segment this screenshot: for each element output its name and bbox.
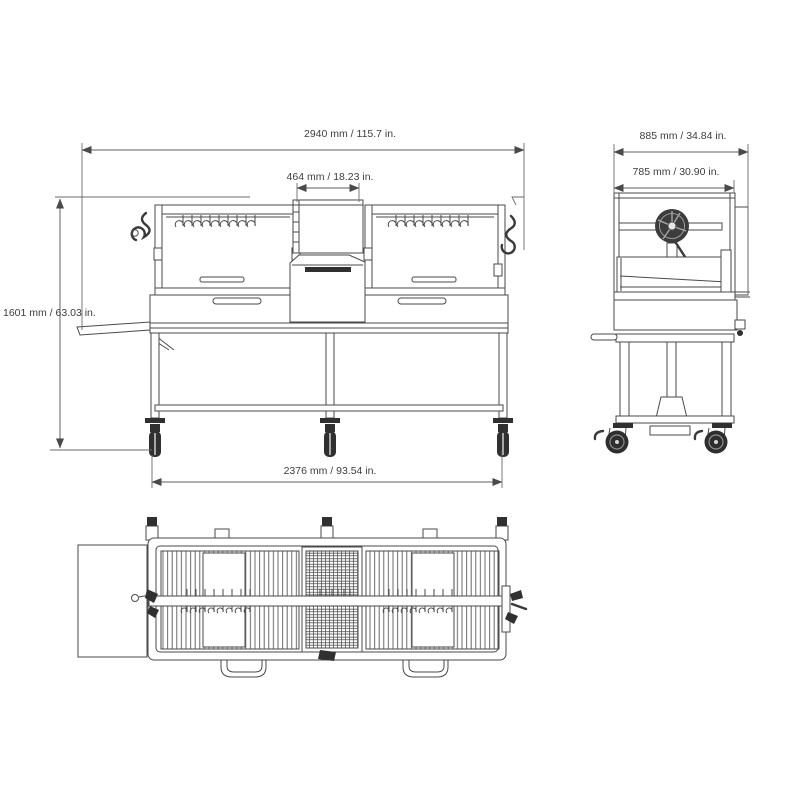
drawer-handle-left — [213, 298, 261, 304]
clamp — [154, 248, 162, 260]
carry-handle — [403, 660, 448, 677]
front-right-chamber — [364, 205, 505, 295]
front-center-column — [293, 200, 363, 253]
chamber-handle-slot — [412, 277, 456, 282]
front-legs — [151, 333, 507, 418]
brake-lever — [695, 431, 702, 439]
tray-back-plate — [721, 250, 731, 292]
dim-label: 785 mm / 30.90 in. — [632, 166, 720, 178]
top-right-crank — [502, 586, 526, 632]
cart-top-rail — [616, 334, 734, 342]
front-center-firebox — [290, 255, 365, 322]
caster — [493, 418, 513, 457]
front-base-band — [150, 323, 508, 333]
caster-post — [146, 517, 158, 540]
drawer-handle-right — [398, 298, 446, 304]
lower-box — [650, 426, 690, 435]
stretcher-bar — [155, 405, 503, 411]
hinge-pin — [737, 330, 743, 336]
dim-label: 885 mm / 34.84 in. — [639, 130, 727, 142]
cart-leg — [722, 342, 731, 418]
lid-bracket — [215, 529, 229, 538]
lid-bracket — [423, 529, 437, 538]
top-caster-posts — [146, 517, 508, 540]
post-wedge — [656, 397, 687, 418]
chamber-handle-slot — [200, 277, 244, 282]
dim-label: 2376 mm / 93.54 in. — [283, 465, 377, 477]
front-view — [77, 200, 515, 457]
caster — [695, 428, 728, 454]
brake-lever — [595, 431, 603, 439]
clamp — [364, 248, 372, 260]
cart-bottom-rail — [616, 416, 734, 423]
dim-label: 2940 mm / 115.7 in. — [303, 128, 397, 140]
center-post — [667, 342, 676, 397]
caster — [145, 418, 165, 457]
dim-side-body-depth — [614, 166, 734, 193]
chamber-top-rail — [155, 205, 300, 214]
dim-label: 1601 mm / 63.03 in. — [3, 307, 96, 319]
carry-handle — [221, 660, 266, 677]
brand-label — [305, 267, 351, 272]
dim-label: 464 mm / 18.23 in. — [286, 171, 374, 183]
side-drawer-band — [614, 292, 745, 336]
caster — [320, 418, 340, 457]
front-casters — [145, 418, 513, 457]
caster — [595, 428, 629, 454]
chamber-top-rail — [365, 205, 505, 214]
push-handle — [591, 334, 617, 340]
cart-leg — [620, 342, 629, 418]
caster-post — [496, 517, 508, 540]
handwheel-icon — [655, 209, 689, 243]
side-view — [591, 193, 750, 454]
top-view — [78, 517, 526, 677]
dim-center-gap-width — [287, 171, 374, 202]
clamp — [494, 264, 502, 276]
caster-post — [321, 517, 333, 540]
side-cart — [591, 334, 734, 435]
front-left-chamber — [154, 205, 300, 295]
